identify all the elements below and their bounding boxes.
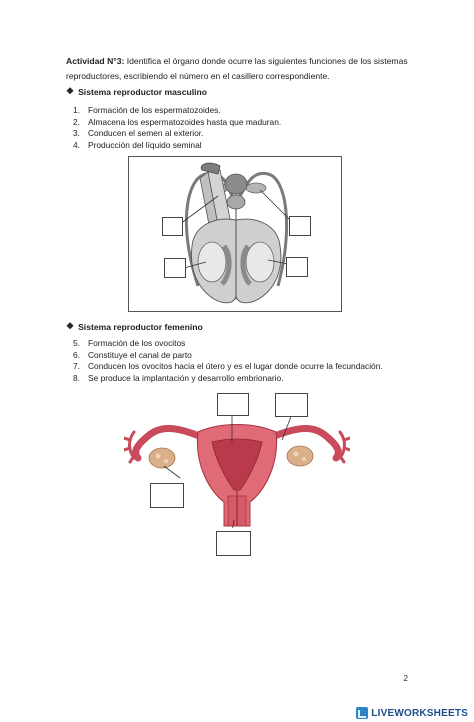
activity-text: Identifica el órgano donde ocurre las siguientes funciones de los sistemas reproductores, escribiendo el número en el casillero correspondiente. bbox=[66, 56, 408, 81]
liveworksheets-footer[interactable] bbox=[356, 706, 468, 720]
liveworksheets-logo-text: LIVEWORKSHEETS bbox=[371, 707, 468, 719]
list-item: 5. Formación de los ovocitos bbox=[73, 338, 186, 348]
list-item: 8. Se produce la implantación y desarrollo embrionario. bbox=[73, 372, 284, 383]
male-answer-box-3[interactable] bbox=[164, 258, 186, 278]
activity-label: Actividad N°3: bbox=[66, 56, 125, 66]
list-item: 7. Conducen los ovocitos hacia el útero y es el lugar donde ocurre la fecundación. bbox=[73, 361, 383, 371]
male-answer-box-4[interactable] bbox=[286, 257, 308, 277]
male-section-title bbox=[66, 86, 207, 97]
female-answer-box-2[interactable] bbox=[275, 393, 308, 417]
page-number: 2 bbox=[403, 674, 408, 683]
male-answer-box-1[interactable] bbox=[162, 217, 183, 236]
activity-instruction bbox=[66, 54, 410, 84]
liveworksheets-logo-icon bbox=[356, 707, 368, 719]
female-section-title bbox=[66, 321, 203, 332]
male-functions-list bbox=[68, 105, 281, 151]
female-answer-box-3[interactable] bbox=[150, 483, 184, 508]
diamond-bullet-icon: ❖ bbox=[66, 321, 75, 331]
list-item: 3. Conducen el semen al exterior. bbox=[73, 128, 204, 138]
list-item: 6. Constituye el canal de parto bbox=[73, 349, 192, 360]
male-title-text: Sistema reproductor masculino bbox=[78, 86, 208, 97]
female-answer-box-1[interactable] bbox=[217, 393, 249, 416]
list-item: 1. Formación de los espermatozoides. bbox=[73, 105, 221, 115]
list-item: 2. Almacena los espermatozoides hasta que maduran. bbox=[73, 116, 282, 127]
female-functions-list bbox=[68, 338, 383, 384]
diamond-bullet-icon: ❖ bbox=[66, 86, 75, 96]
female-title-text: Sistema reproductor femenino bbox=[78, 321, 203, 332]
list-item: 4. Producción del líquido seminal bbox=[73, 139, 202, 150]
female-answer-box-4[interactable] bbox=[216, 531, 251, 556]
male-answer-box-2[interactable] bbox=[289, 216, 311, 236]
